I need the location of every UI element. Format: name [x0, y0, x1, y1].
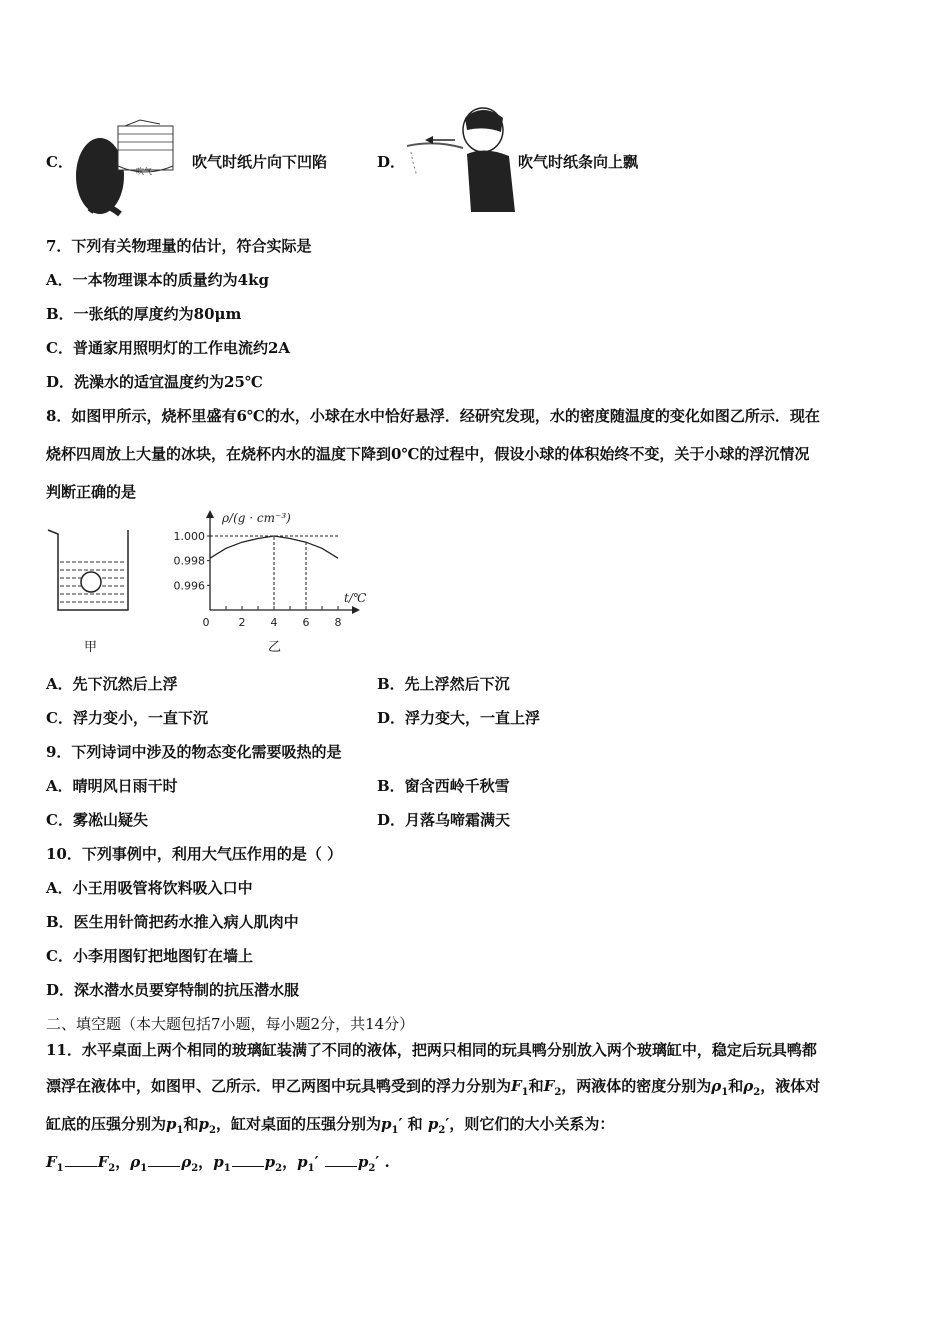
q7-option-d: D．洗澡水的适宜温度约为25℃ — [46, 373, 263, 391]
paper-label: 吹气 — [136, 167, 152, 176]
blank-1[interactable] — [65, 1154, 97, 1167]
blank-2[interactable] — [148, 1154, 180, 1167]
x-tick-label: 4 — [270, 616, 278, 629]
y-tick-label: 1.000 — [173, 530, 205, 543]
blank-3[interactable] — [232, 1154, 264, 1167]
x-tick-label: 8 — [334, 616, 342, 629]
q10-option-a: A．小王用吸管将饮料吸入口中 — [46, 879, 253, 897]
q11-line-3: 缸底的压强分别为$p_1$和$p_2$，缸对桌面的压强分别为$p_1'$ 和 $p_2'$，则它们的大小关系为： — [46, 1115, 615, 1136]
q8-stem-line-3: 判断正确的是 — [46, 483, 137, 501]
q7-stem: 7．下列有关物理量的估计，符合实际是 — [46, 237, 312, 255]
q8-option-d: D．浮力变大，一直上浮 — [377, 709, 541, 727]
beaker-figure — [44, 526, 134, 616]
q8-stem-line-2: 烧杯四周放上大量的冰块，在烧杯内水的温度下降到0℃的过程中，假设小球的体积始终不变，关于小球的浮沉情况 — [46, 445, 810, 463]
q7-option-c: C．普通家用照明灯的工作电流约2A — [46, 339, 291, 357]
density-chart — [160, 508, 380, 638]
x-tick-label: 6 — [302, 616, 310, 629]
q7-option-a: A．一本物理课本的质量约为4kg — [46, 271, 269, 289]
y-tick-label: 0.996 — [173, 579, 205, 593]
blank-4[interactable] — [325, 1154, 357, 1167]
paper-strip-shape — [407, 143, 463, 148]
x-tick-label: 2 — [238, 616, 246, 629]
x-tick-label: 0 — [202, 616, 210, 629]
y-tick-label: 0.998 — [173, 554, 205, 568]
body-shape — [467, 150, 515, 212]
q10-option-b: B．医生用针筒把药水推入病人肌肉中 — [46, 913, 299, 931]
q9-option-c: C．雾凇山疑失 — [46, 811, 148, 829]
q6-d-illustration — [405, 104, 520, 216]
y-axis-label: ρ/(g · cm⁻³) — [222, 511, 291, 525]
q8-option-c: C．浮力变小，一直下沉 — [46, 709, 208, 727]
fig-label-left: 甲 — [84, 640, 98, 655]
q6-option-c-label: C． — [46, 153, 73, 171]
suspended-ball — [81, 572, 101, 592]
q10-option-d: D．深水潜水员要穿特制的抗压潜水服 — [46, 981, 300, 999]
q10-stem: 10．下列事例中，利用大气压作用的是（ ） — [46, 845, 343, 863]
q8-option-a: A．先下沉然后上浮 — [46, 675, 178, 693]
q10-option-c: C．小李用图钉把地图钉在墙上 — [46, 947, 253, 965]
q6-c-illustration — [70, 116, 190, 220]
fig-label-right: 乙 — [268, 640, 282, 655]
q6-option-c-text: 吹气时纸片向下凹陷 — [192, 153, 328, 171]
q11-line-2: 漂浮在液体中，如图甲、乙所示．甲乙两图中玩具鸭受到的浮力分别为$F_1$和$F_2$，两液体的密度分别为$\rho_1$和$\rho_2$，液体对 — [46, 1077, 821, 1098]
q9-option-b: B．窗含西岭千秋雪 — [377, 777, 510, 795]
q8-option-b: B．先上浮然后下沉 — [377, 675, 510, 693]
q11-answer-line: $F_1$ $F_2$，$\rho_1$ $\rho_2$，$p_1$ $p_2$，$p_1'$ $p_2'$ . — [46, 1153, 390, 1174]
y-axis-arrow — [206, 510, 214, 518]
q9-stem: 9．下列诗词中涉及的物态变化需要吸热的是 — [46, 743, 342, 761]
q6-option-d-label: D． — [377, 153, 406, 171]
q8-stem-line-1: 8．如图甲所示，烧杯里盛有6℃的水，小球在水中恰好悬浮．经研究发现，水的密度随温度的变化如图乙所示．现在 — [46, 407, 820, 425]
q9-option-d: D．月落乌啼霜满天 — [377, 811, 511, 829]
q11-line-1: 11．水平桌面上两个相同的玻璃缸装满了不同的液体，把两只相同的玩具鸭分别放入两个玻璃缸中，稳定后玩具鸭都 — [46, 1041, 817, 1059]
paper-stack-shape — [118, 126, 173, 170]
q6-option-d-text: 吹气时纸条向上飘 — [518, 153, 639, 171]
x-axis-label: t/℃ — [344, 591, 367, 605]
section-2-heading: 二、填空题（本大题包括7小题，每小题2分，共14分） — [46, 1015, 415, 1033]
x-axis-arrow — [352, 606, 360, 614]
q7-option-b: B．一张纸的厚度约为80μm — [46, 305, 242, 323]
q9-option-a: A．晴明风日雨干时 — [46, 777, 178, 795]
